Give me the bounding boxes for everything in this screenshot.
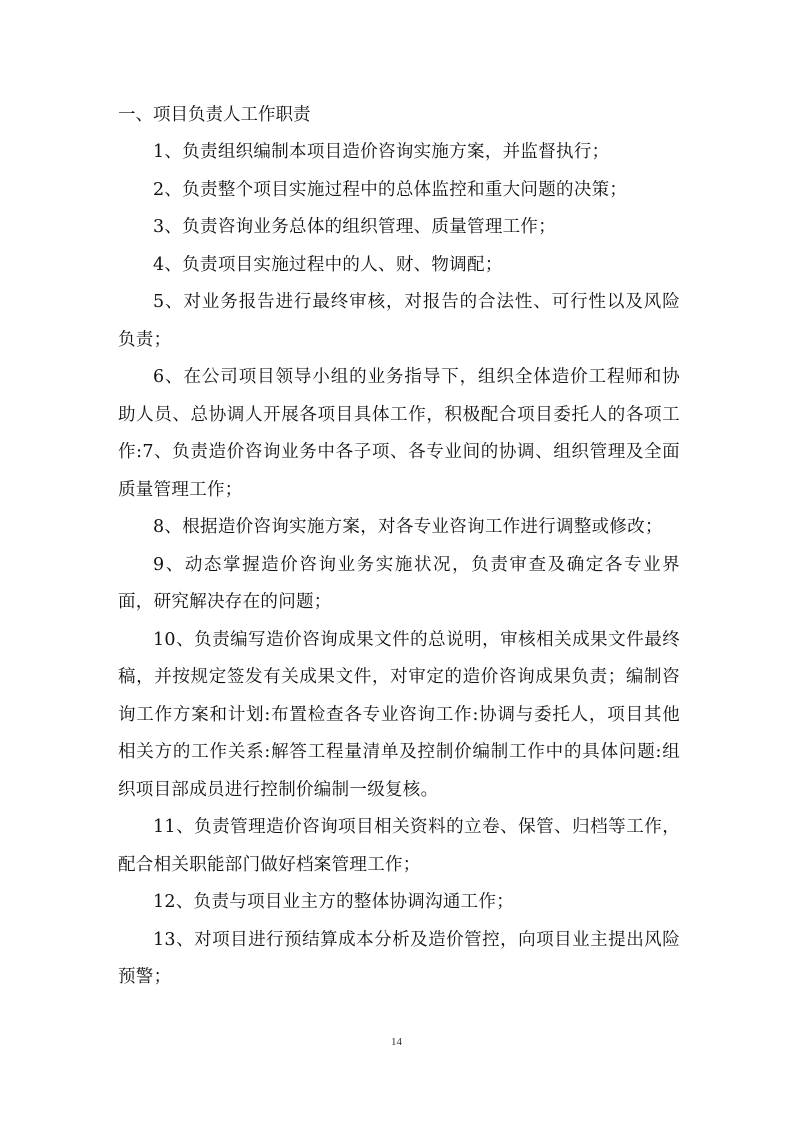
- duty-item-8: 8、根据造价咨询实施方案，对各专业咨询工作进行调整或修改；: [153, 517, 663, 537]
- duty-item-3: 3、负责咨询业务总体的组织管理、质量管理工作；: [153, 217, 557, 237]
- duty-item-11: 11、负责管理造价咨询项目相关资料的立卷、保管、归档等工作，配合相关职能部门做好档案管理工作；: [118, 817, 680, 875]
- document-body: [118, 97, 680, 997]
- duty-item-12: 12、负责与项目业主方的整体协调沟通工作；: [153, 892, 515, 912]
- duty-item-6-7: 6、在公司项目领导小组的业务指导下，组织全体造价工程师和协助人员、总协调人开展各项目具体工作，积极配合项目委托人的各项工作:7、负责造价咨询业务中各子项、各专业间的协调、组织管理及全面质量管理工作；: [118, 367, 680, 500]
- duty-item-5: 5、对业务报告进行最终审核，对报告的合法性、可行性以及风险负责；: [118, 292, 680, 350]
- duty-item-10: 10、负责编写造价咨询成果文件的总说明，审核相关成果文件最终稿，并按规定签发有关成果文件，对审定的造价咨询成果负责；编制咨询工作方案和计划:布置检查各专业咨询工作:协调与委托人，项目其他相关方的工作关系:解答工程量清单及控制价编制工作中的具体问题:组织项目部成员进行控制价编制一级复核。: [118, 629, 680, 800]
- duty-item-2: 2、负责整个项目实施过程中的总体监控和重大问题的决策；: [153, 179, 628, 200]
- duty-item-9: 9、动态掌握造价咨询业务实施状况，负责审查及确定各专业界面，研究解决存在的问题；: [118, 554, 680, 612]
- duty-item-13: 13、对项目进行预结算成本分析及造价管控，向项目业主提出风险预警；: [118, 929, 680, 987]
- section-title: 一、项目负责人工作职责: [118, 105, 311, 125]
- page-number: 14: [391, 1036, 402, 1048]
- duty-item-1: 1、负责组织编制本项目造价咨询实施方案，并监督执行；: [153, 142, 610, 162]
- duty-item-4: 4、负责项目实施过程中的人、财、物调配；: [153, 254, 503, 275]
